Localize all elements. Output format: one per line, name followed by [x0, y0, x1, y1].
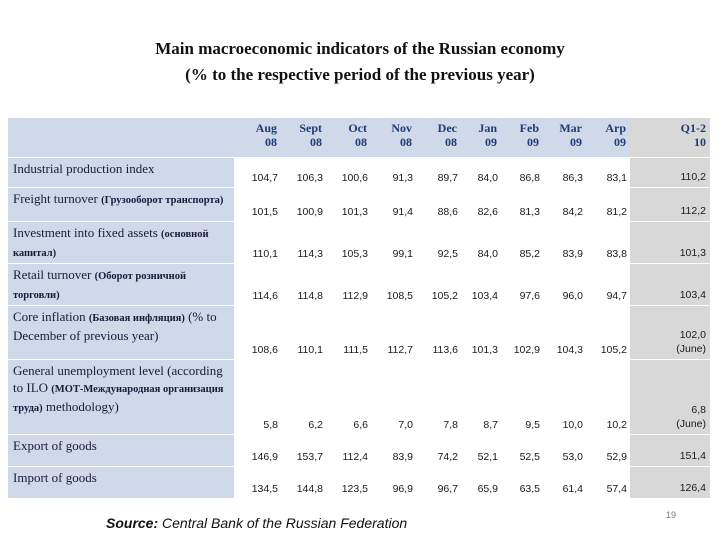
column-header: Oct 08 [326, 118, 371, 158]
column-header: Mar 09 [543, 118, 586, 158]
row-label-russian: (Грузооборот транспорта) [101, 195, 224, 206]
table-cell: 110,1 [281, 306, 326, 360]
row-label-main: Retail turnover [13, 267, 95, 282]
header-corner [8, 118, 234, 158]
column-header: Sept 08 [281, 118, 326, 158]
table-cell: 86,8 [501, 158, 543, 188]
table-cell: 52,1 [461, 435, 501, 467]
table-cell: 146,9 [234, 435, 281, 467]
table-cell: 103,4 [461, 264, 501, 306]
row-label-main: Export of goods [13, 438, 97, 453]
table-cell: 114,3 [281, 222, 326, 264]
table-cell: 81,2 [586, 188, 630, 222]
table-row [8, 360, 710, 435]
table-cell-q1-2: 101,3 [630, 222, 710, 264]
table-cell: 91,3 [371, 158, 416, 188]
table-cell-q1-2: 112,2 [630, 188, 710, 222]
row-label-main: Import of goods [13, 470, 97, 485]
table-cell: 111,5 [326, 306, 371, 360]
row-label [8, 467, 234, 498]
table-cell: 63,5 [501, 467, 543, 498]
table-cell: 65,9 [461, 467, 501, 498]
table-cell: 100,6 [326, 158, 371, 188]
table-cell: 153,7 [281, 435, 326, 467]
source-note [106, 515, 407, 531]
column-header: Dec 08 [416, 118, 461, 158]
source-text: Central Bank of the Russian Federation [158, 515, 408, 531]
table-cell: 110,1 [234, 222, 281, 264]
table-cell: 112,4 [326, 435, 371, 467]
table-cell: 99,1 [371, 222, 416, 264]
indicators-table-container [8, 118, 710, 498]
title-line-1: Main macroeconomic indicators of the Russian economy [155, 39, 565, 58]
table-cell: 85,2 [501, 222, 543, 264]
table-cell: 61,4 [543, 467, 586, 498]
table-cell: 94,7 [586, 264, 630, 306]
table-cell: 52,9 [586, 435, 630, 467]
column-header: Aug 08 [234, 118, 281, 158]
table-cell: 84,2 [543, 188, 586, 222]
table-cell: 96,0 [543, 264, 586, 306]
table-cell: 144,8 [281, 467, 326, 498]
table-cell-q1-2: 6,8 (June) [630, 360, 710, 435]
row-label-main: General unemployment level (according to ILO [13, 363, 223, 395]
table-cell: 84,0 [461, 158, 501, 188]
table-cell: 101,5 [234, 188, 281, 222]
table-cell: 104,3 [543, 306, 586, 360]
table-cell: 105,2 [416, 264, 461, 306]
row-label [8, 222, 234, 264]
table-cell: 96,7 [416, 467, 461, 498]
row-label-main: Industrial production index [13, 161, 155, 176]
row-label-russian: (основной капитал) [13, 229, 209, 259]
table-row [8, 158, 710, 188]
table-row [8, 222, 710, 264]
table-cell: 6,2 [281, 360, 326, 435]
table-row [8, 188, 710, 222]
table-cell: 101,3 [326, 188, 371, 222]
table-cell: 88,6 [416, 188, 461, 222]
row-label-tail: (% to December of previous year) [13, 309, 217, 343]
table-cell: 89,7 [416, 158, 461, 188]
row-label [8, 435, 234, 467]
table-cell: 108,6 [234, 306, 281, 360]
table-cell: 108,5 [371, 264, 416, 306]
header-row [8, 118, 710, 158]
table-cell-q1-2: 151,4 [630, 435, 710, 467]
row-label [8, 360, 234, 435]
table-cell: 114,6 [234, 264, 281, 306]
table-cell: 83,1 [586, 158, 630, 188]
table-cell: 97,6 [501, 264, 543, 306]
table-cell: 5,8 [234, 360, 281, 435]
table-cell: 7,8 [416, 360, 461, 435]
table-row [8, 435, 710, 467]
row-label-russian: (Оборот розничной торговли) [13, 271, 187, 301]
table-cell-q1-2: 102,0 (June) [630, 306, 710, 360]
table-cell: 8,7 [461, 360, 501, 435]
page-title [0, 36, 720, 88]
table-cell: 10,2 [586, 360, 630, 435]
title-line-2: (% to the respective period of the previous year) [185, 65, 535, 84]
table-cell: 86,3 [543, 158, 586, 188]
table-cell: 134,5 [234, 467, 281, 498]
table-cell: 57,4 [586, 467, 630, 498]
table-cell: 105,3 [326, 222, 371, 264]
row-label-tail: methodology) [42, 399, 119, 414]
table-cell: 91,4 [371, 188, 416, 222]
table-cell: 105,2 [586, 306, 630, 360]
table-row [8, 306, 710, 360]
page-number: 19 [666, 510, 677, 520]
table-cell: 9,5 [501, 360, 543, 435]
table-cell: 113,6 [416, 306, 461, 360]
row-label [8, 158, 234, 188]
table-cell: 81,3 [501, 188, 543, 222]
table-cell: 104,7 [234, 158, 281, 188]
row-label [8, 306, 234, 360]
table-cell: 82,6 [461, 188, 501, 222]
column-header: Jan 09 [461, 118, 501, 158]
row-label-main: Investment into fixed assets [13, 225, 162, 240]
table-cell: 74,2 [416, 435, 461, 467]
table-cell-q1-2: 103,4 [630, 264, 710, 306]
table-cell: 96,9 [371, 467, 416, 498]
table-row [8, 264, 710, 306]
table-cell: 52,5 [501, 435, 543, 467]
table-cell: 83,8 [586, 222, 630, 264]
source-label: Source: [106, 515, 159, 531]
column-header-q1-2: Q1-2 10 [630, 118, 710, 158]
row-label [8, 264, 234, 306]
table-cell: 106,3 [281, 158, 326, 188]
table-cell: 123,5 [326, 467, 371, 498]
table-cell: 100,9 [281, 188, 326, 222]
table-row [8, 467, 710, 498]
table-cell: 53,0 [543, 435, 586, 467]
table-cell: 101,3 [461, 306, 501, 360]
table-cell: 83,9 [543, 222, 586, 264]
column-header: Feb 09 [501, 118, 543, 158]
table-cell: 114,8 [281, 264, 326, 306]
row-label [8, 188, 234, 222]
table-cell: 112,7 [371, 306, 416, 360]
table-cell: 83,9 [371, 435, 416, 467]
table-cell-q1-2: 110,2 [630, 158, 710, 188]
column-header: Arp 09 [586, 118, 630, 158]
table-cell: 10,0 [543, 360, 586, 435]
table-cell: 6,6 [326, 360, 371, 435]
table-cell: 7,0 [371, 360, 416, 435]
column-header: Nov 08 [371, 118, 416, 158]
table-cell: 112,9 [326, 264, 371, 306]
table-cell: 92,5 [416, 222, 461, 264]
row-label-russian: (Базовая инфляция) [88, 313, 185, 324]
table-cell: 84,0 [461, 222, 501, 264]
table-body [8, 158, 710, 498]
row-label-main: Freight turnover [13, 191, 102, 206]
table-cell-q1-2: 126,4 [630, 467, 710, 498]
row-label-main: Core inflation [13, 309, 89, 324]
indicators-table [8, 118, 710, 498]
table-cell: 102,9 [501, 306, 543, 360]
row-label-russian: (МОТ-Международная организация труда) [13, 384, 224, 414]
